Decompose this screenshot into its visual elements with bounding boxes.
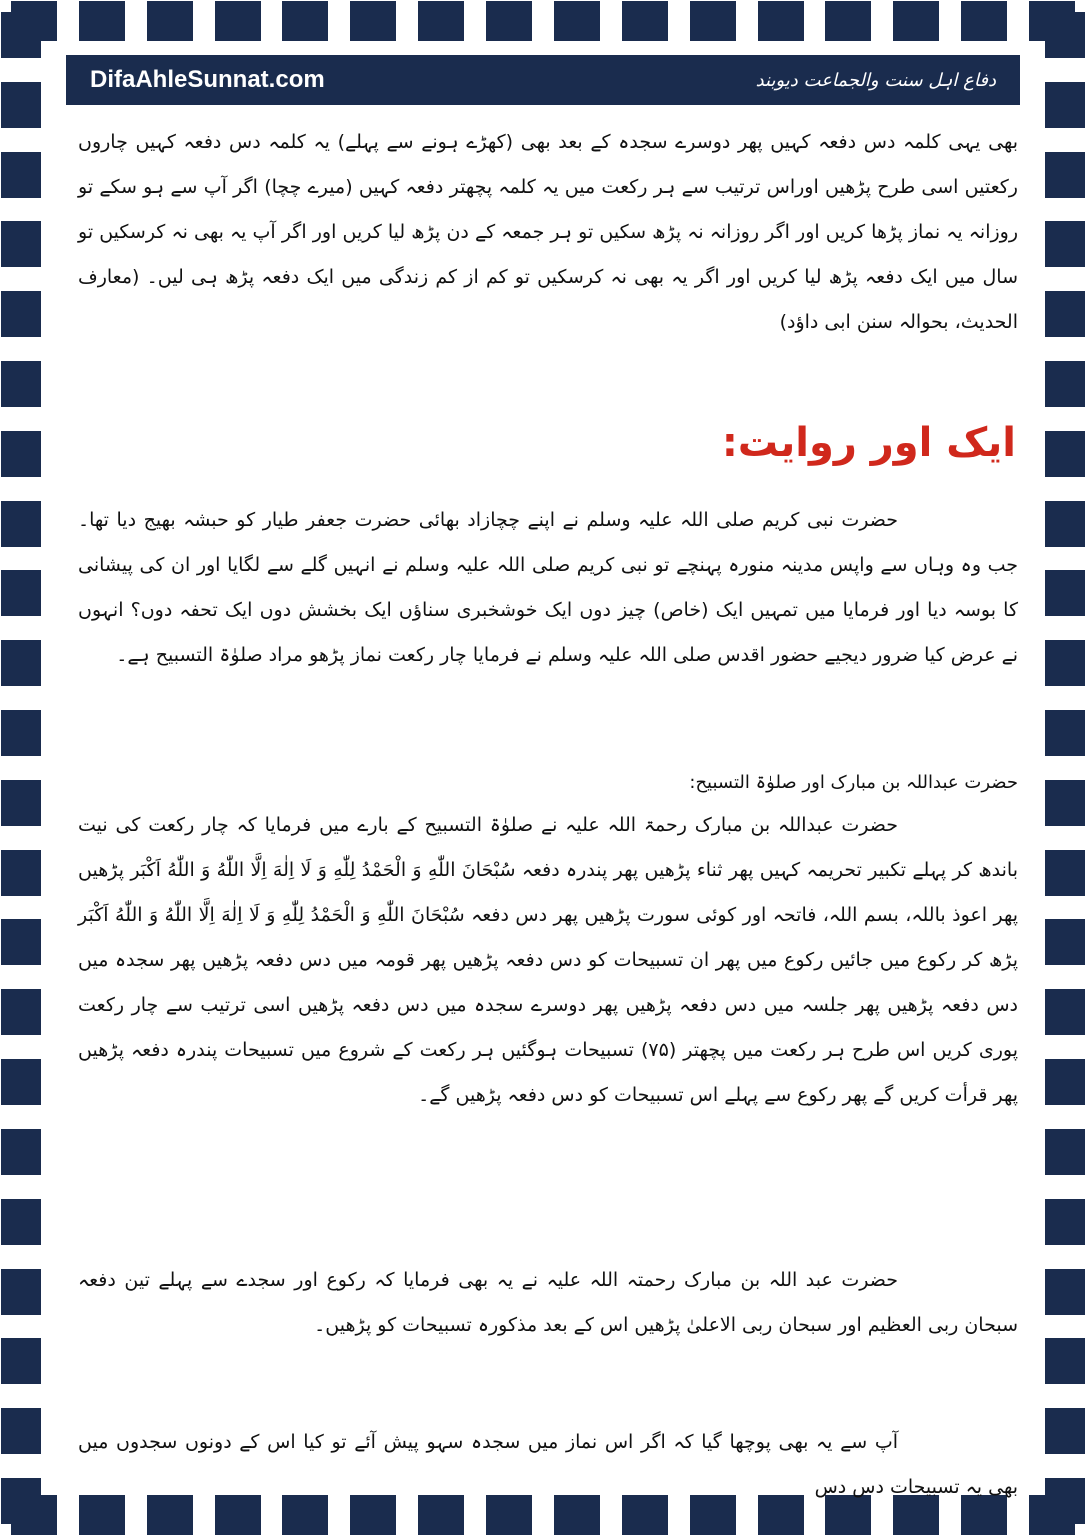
section-heading: ایک اور روایت: xyxy=(721,420,1016,466)
paragraph-ibn-mubarak: حضرت عبداللہ بن مبارک رحمۃ اللہ علیہ نے صلوٰۃ التسبیح کے بارے میں فرمایا کہ چار رکعت کی نیت باندھ کر پہلے تکبیر تحریمہ کہیں پھر ثناء پڑھیں پھر پندرہ دفعہ سُبْحَانَ اللّٰهِ وَ الْحَمْدُ لِلّٰهِ وَ لَا اِلٰهَ اِلَّا اللّٰهُ وَ اللّٰهُ اَكْبَر پڑھیں پھر اعوذ باللہ، بسم اللہ، فاتحہ اور کوئی سورت پڑھیں پھر دس دفعہ سُبْحَانَ اللّٰهِ وَ الْحَمْدُ لِلّٰهِ وَ لَا اِلٰهَ اِلَّا اللّٰهُ وَ اللّٰهُ اَكْبَر پڑھ کر رکوع میں جائیں رکوع میں پھر ان تسبیحات کو دس دفعہ پڑھیں پھر قومہ میں دس دفعہ پڑھیں پھر سجدہ میں دس دفعہ پڑھیں پھر جلسہ میں دس دفعہ پڑھیں پھر دوسرے سجدہ میں دس دفعہ پڑھیں اسی ترتیب سے چار رکعت پوری کریں اس طرح ہر رکعت میں پچھتر (۷۵) تسبیحات ہوگئیں ہر رکعت کے شروع میں تسبیحات پندرہ دفعہ پڑھیں پھر قرأت کریں گے پھر رکوع سے پہلے اس تسبیحات کو دس دفعہ پڑھیں گے۔ xyxy=(78,814,1018,1106)
site-name[interactable]: DifaAhleSunnat.com xyxy=(90,66,325,93)
paragraph-ruku-sajda: حضرت عبد اللہ بن مبارک رحمتہ اللہ علیہ نے یہ بھی فرمایا کہ رکوع اور سجدے سے پہلے تین دفعہ سبحان ربی العظیم اور سبحان ربی الاعلیٰ پڑھیں اس کے بعد مذکورہ تسبیحات کو پڑھیں۔ xyxy=(78,1269,1018,1336)
subheading-ibn-mubarak: حضرت عبداللہ بن مبارک اور صلوٰۃ التسبیح: xyxy=(689,772,1018,793)
paragraph-sajda-sahw: آپ سے یہ بھی پوچھا گیا کہ اگر اس نماز میں سجدہ سہو پیش آئے تو کیا اس کے دونوں سجدوں میں بھی یہ تسبیحات دس دس xyxy=(78,1431,1018,1498)
page-header xyxy=(66,55,1020,105)
header-title: دفاع اہل سنت والجماعت دیوبند xyxy=(755,69,996,91)
border-left xyxy=(0,0,42,1536)
section-ibn-mubarak xyxy=(78,772,1018,1118)
paragraph-continuation: بھی یہی کلمہ دس دفعہ کہیں پھر دوسرے سجدہ کے بعد بھی (کھڑے ہونے سے پہلے) یہ کلمہ دس دفعہ کہیں چاروں رکعتیں اسی طرح پڑھیں اوراس ترتیب سے ہر رکعت میں یہ کلمہ پچھتر دفعہ کہیں (میرے چچا) اگر آپ سے ہو سکے تو روزانہ یہ نماز پڑھا کریں اور اگر روزانہ نہ پڑھ سکیں تو ہر جمعہ کے دن پڑھ لیا کریں اور اگر آپ یہ بھی نہ کرسکیں تو سال میں ایک دفعہ پڑھ لیا کریں اور اگر یہ بھی نہ کرسکیں تو کم از کم زندگی میں ایک دفعہ پڑھ ہی لیں۔ (معارف الحدیث، بحوالہ سنن ابی داؤد) xyxy=(78,131,1018,333)
section-ruku-sajda xyxy=(78,1258,1018,1348)
section-continuation xyxy=(78,120,1018,345)
border-top xyxy=(0,0,1086,42)
section-sajda-sahw xyxy=(78,1420,1018,1510)
border-right xyxy=(1044,0,1086,1536)
section-narration xyxy=(78,498,1018,678)
paragraph-narration: حضرت نبی کریم صلی اللہ علیہ وسلم نے اپنے چچازاد بھائی حضرت جعفر طیار کو حبشہ بھیج دیا تھا۔ جب وہ وہاں سے واپس مدینہ منورہ پہنچے تو نبی کریم صلی اللہ علیہ وسلم نے انہیں گلے سے لگایا اور ان کی پیشانی کا بوسہ دیا اور فرمایا میں تمہیں ایک (خاص) چیز دوں ایک خوشخبری سناؤں ایک بخشش دوں ایک تحفہ دوں؟ انہوں نے عرض کیا ضرور دیجیے حضور اقدس صلی اللہ علیہ وسلم نے فرمایا چار رکعت نماز پڑھو مراد صلوٰۃ التسبیح ہے۔ xyxy=(78,509,1018,666)
